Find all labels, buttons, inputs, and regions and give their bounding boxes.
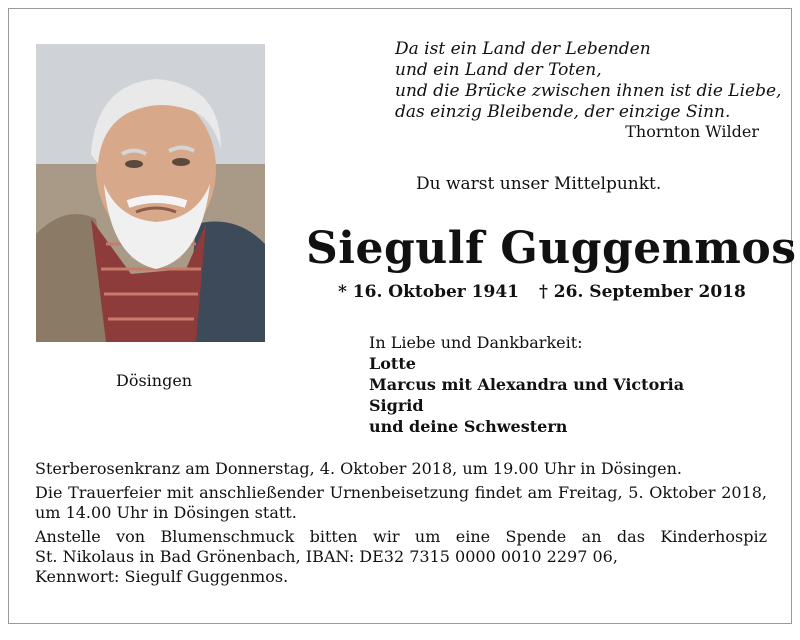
poem-line: das einzig Bleibende, der einzige Sinn. (395, 102, 731, 122)
poem-line: und die Brücke zwischen ihnen ist die Liebe, (395, 81, 782, 101)
mourner-name: Marcus mit Alexandra und Victoria (369, 375, 685, 394)
death-date: † 26. September 2018 (538, 282, 746, 302)
rosary-text: Sterberosenkranz am Donnerstag, 4. Oktober 2018, um 19.00 Uhr in Dösingen. (35, 459, 683, 478)
funeral-text-line: Die Trauerfeier mit anschließender Urnenbeisetzung findet am Freitag, 5. Oktober 2018, (35, 483, 767, 502)
poem-author: Thornton Wilder (625, 122, 759, 141)
mourner-name: Lotte (369, 354, 416, 373)
poem-line: und ein Land der Toten, (395, 60, 602, 80)
tagline: Du warst unser Mittelpunkt. (416, 174, 662, 194)
mourner-name: Sigrid (369, 396, 424, 415)
mourners-intro: In Liebe und Dankbarkeit: (369, 333, 583, 352)
donation-text-line: St. Nikolaus in Bad Grönenbach, IBAN: DE32 7315 0000 0010 2297 06, (35, 547, 618, 566)
deceased-name: Siegulf Guggenmos (306, 223, 797, 274)
hometown: Dösingen (116, 371, 193, 390)
poem-line: Da ist ein Land der Lebenden (395, 39, 651, 59)
obituary-notice (8, 8, 797, 624)
birth-date: * 16. Oktober 1941 (338, 282, 519, 302)
donation-text-line: Kennwort: Siegulf Guggenmos. (35, 567, 289, 586)
mourner-name: und deine Schwestern (369, 417, 568, 436)
mourners (369, 332, 684, 437)
service-info (35, 459, 767, 591)
portrait-illustration (36, 44, 265, 342)
poem (395, 39, 782, 123)
funeral-text-line: um 14.00 Uhr in Dösingen statt. (35, 503, 297, 522)
portrait-photo (36, 44, 265, 342)
rosary-notice (35, 459, 767, 479)
donation-notice (35, 527, 767, 587)
life-dates (338, 281, 746, 303)
donation-text-line: Anstelle von Blumenschmuck bitten wir um eine Spende an das Kinderhospiz (35, 527, 767, 546)
funeral-notice (35, 483, 767, 523)
